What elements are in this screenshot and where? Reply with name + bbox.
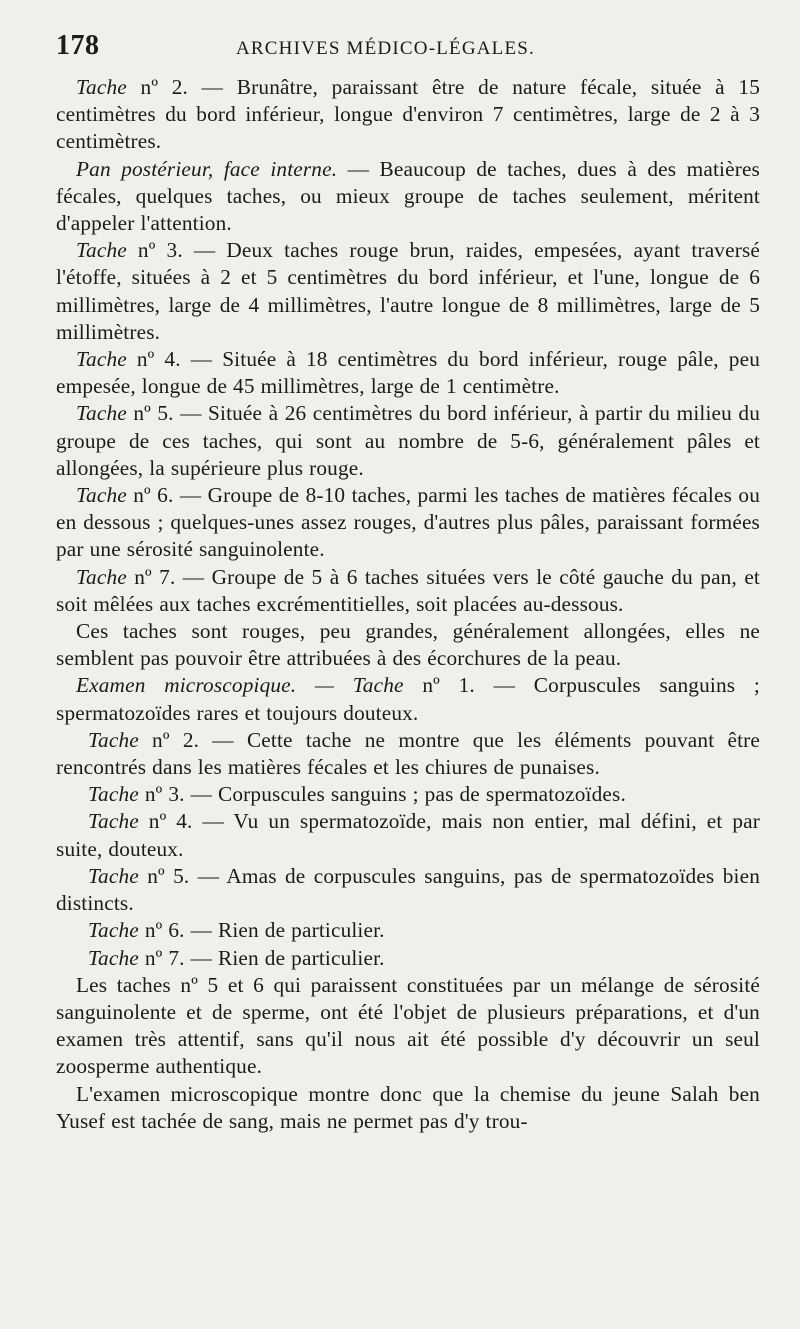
paragraph: [56, 618, 760, 672]
paragraph: [56, 727, 760, 781]
paragraph-lead: Pan postérieur, face interne.: [76, 156, 338, 181]
paragraph-lead: Tache: [88, 809, 139, 834]
paragraph: [56, 156, 760, 238]
paragraph: [56, 346, 760, 400]
paragraph: [56, 917, 760, 944]
paragraph-lead: Tache: [88, 918, 139, 943]
paragraph-text: nº 2. — Brunâtre, paraissant être de nature fécale, située à 15 centimètres du bord inférieur, longue d'environ 7 centimètres, large de 2 à 3 centimètres.: [56, 75, 760, 154]
paragraph: [56, 672, 760, 726]
paragraph-lead: Tache: [76, 238, 127, 263]
paragraph: [56, 972, 760, 1081]
paragraph-text: nº 6. — Rien de particulier.: [138, 918, 385, 943]
paragraph-text: nº 4. — Située à 18 centimètres du bord inférieur, rouge pâle, peu empesée, longue de 45 millimètres, large de 1 centimètre.: [56, 347, 760, 399]
paragraph-lead: Tache: [88, 727, 139, 752]
page-header: [56, 30, 760, 70]
paragraph-lead: Tache: [88, 945, 139, 970]
paragraph-text: Les taches nº 5 et 6 qui paraissent constituées par un mélange de sérosité sanguinolente et de sperme, ont été l'objet de plusieurs préparations, et d'un examen très attentif, sans qu'il nous ait été possible d'y découvrir un seul zoosperme authentique.: [56, 972, 760, 1079]
paragraph-text: nº 5. — Amas de corpuscules sanguins, pas de spermatozoïdes bien distincts.: [56, 863, 760, 916]
paragraph-text: nº 1. — Corpuscules sanguins ; spermatozoïdes rares et toujours douteux.: [56, 673, 760, 725]
paragraph-lead: Examen microscopique. — Tache: [76, 673, 404, 698]
paragraph: [56, 482, 760, 564]
paragraph-lead: Tache: [76, 401, 127, 426]
page-number: 178: [56, 30, 100, 61]
paragraph-text: nº 3. — Deux taches rouge brun, raides, empesées, ayant traversé l'étoffe, situées à 2 et 5 centimètres du bord inférieur, et l'une, longue de 6 millimètres, large de 4 millimètres, l'autre longue de 8 millimètres, large de 5 millimètres.: [56, 238, 760, 344]
paragraph-text: nº 2. — Cette tache ne montre que les éléments pouvant être rencontrés dans les matières fécales et les chiures de punaises.: [56, 727, 760, 780]
paragraph-text: L'examen microscopique montre donc que la chemise du jeune Salah ben Yusef est tachée de sang, mais ne permet pas d'y trou-: [56, 1081, 760, 1133]
paragraph-text: Ces taches sont rouges, peu grandes, généralement allongées, elles ne semblent pas pouvoir être attribuées à des écorchures de la peau.: [56, 619, 760, 671]
paragraph-text: nº 4. — Vu un spermatozoïde, mais non entier, mal défini, et par suite, douteux.: [56, 809, 760, 861]
paragraph: [56, 808, 760, 862]
paragraph: [56, 945, 760, 972]
paragraph-text: nº 6. — Groupe de 8-10 taches, parmi les taches de matières fécales ou en dessous ; quelques-unes assez rouges, d'autres plus pâles, paraissant formées par une sérosité sanguinolente.: [56, 483, 760, 562]
paragraph: [56, 237, 760, 346]
paragraph-text: nº 7. — Groupe de 5 à 6 taches situées vers le côté gauche du pan, et soit mêlées aux taches excrémentitielles, soit placées au-dessous.: [56, 564, 760, 616]
paragraph-lead: Tache: [76, 483, 127, 508]
paragraph-lead: Tache: [88, 863, 139, 888]
paragraph-lead: Tache: [76, 347, 127, 372]
paragraph-text: nº 3. — Corpuscules sanguins ; pas de spermatozoïdes.: [138, 782, 626, 807]
paragraph-text: nº 7. — Rien de particulier.: [138, 945, 385, 970]
paragraph: [56, 781, 760, 808]
paragraph: [56, 74, 760, 156]
paragraph-text: nº 5. — Située à 26 centimètres du bord inférieur, à partir du milieu du groupe de ces taches, qui sont au nombre de 5-6, généralement pâles et allongées, la supérieure plus rouge.: [56, 401, 760, 480]
paragraph: [56, 400, 760, 482]
running-title: ARCHIVES MÉDICO-LÉGALES.: [236, 38, 536, 59]
paragraph: [56, 564, 760, 618]
paragraph: [56, 1081, 760, 1135]
paragraph: [56, 863, 760, 917]
paragraph-text: — Beaucoup de taches, dues à des matières fécales, quelques taches, ou mieux groupe de taches seulement, méritent d'appeler l'attention.: [56, 156, 760, 236]
body-text: [56, 74, 760, 1135]
paragraph-lead: Tache: [76, 75, 127, 99]
paragraph-lead: Tache: [88, 782, 139, 807]
paragraph-lead: Tache: [76, 564, 127, 589]
